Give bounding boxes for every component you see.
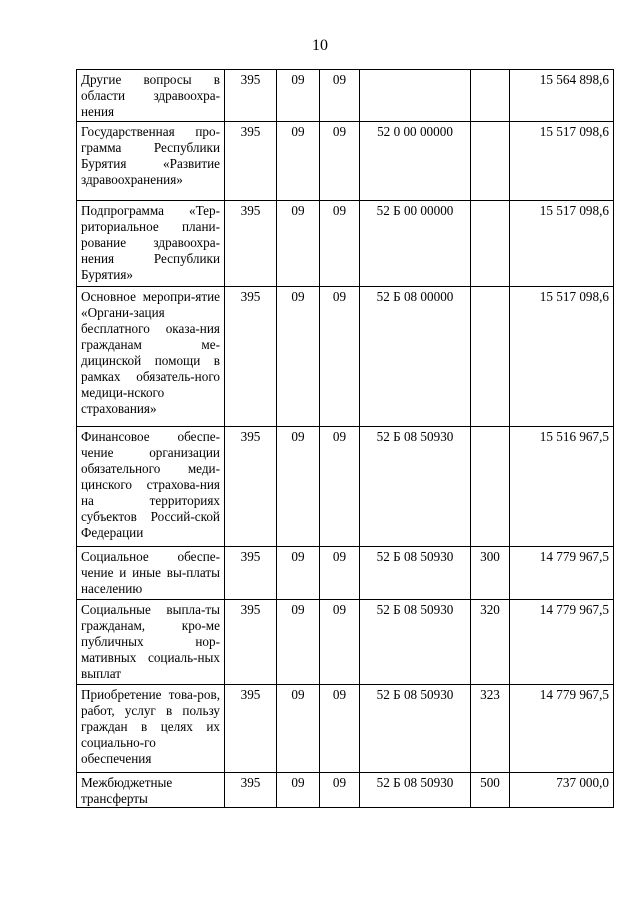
amount-cell: 14 779 967,5 bbox=[510, 685, 614, 773]
subsection-code-cell: 09 bbox=[320, 600, 360, 685]
row-name-cell: Межбюджетные трансферты bbox=[77, 773, 225, 808]
expense-type-cell bbox=[471, 122, 510, 201]
section-code-cell: 09 bbox=[277, 201, 320, 287]
expense-type-cell: 323 bbox=[471, 685, 510, 773]
table-row bbox=[77, 685, 614, 773]
table-row bbox=[77, 773, 614, 808]
grbs-code-cell: 395 bbox=[225, 773, 277, 808]
amount-cell: 15 564 898,6 bbox=[510, 70, 614, 122]
subsection-code-cell: 09 bbox=[320, 427, 360, 547]
grbs-code-cell: 395 bbox=[225, 685, 277, 773]
grbs-code-cell: 395 bbox=[225, 547, 277, 600]
grbs-code-cell: 395 bbox=[225, 287, 277, 427]
subsection-code-cell: 09 bbox=[320, 773, 360, 808]
amount-cell: 15 517 098,6 bbox=[510, 287, 614, 427]
target-article-cell bbox=[360, 70, 471, 122]
grbs-code-cell: 395 bbox=[225, 427, 277, 547]
target-article-cell: 52 Б 08 50930 bbox=[360, 547, 471, 600]
section-code-cell: 09 bbox=[277, 773, 320, 808]
table-row bbox=[77, 547, 614, 600]
section-code-cell: 09 bbox=[277, 685, 320, 773]
amount-cell: 14 779 967,5 bbox=[510, 600, 614, 685]
row-name-cell: Социальное обеспе-чение и иные вы-платы населению bbox=[77, 547, 225, 600]
row-name-cell: Государственная про-грамма Республики Бурятия «Развитие здравоохранения» bbox=[77, 122, 225, 201]
amount-cell: 14 779 967,5 bbox=[510, 547, 614, 600]
subsection-code-cell: 09 bbox=[320, 685, 360, 773]
grbs-code-cell: 395 bbox=[225, 70, 277, 122]
subsection-code-cell: 09 bbox=[320, 201, 360, 287]
row-name-cell: Подпрограмма «Тер-риториальное плани-рование здравоохра-нения Республики Бурятия» bbox=[77, 201, 225, 287]
amount-cell: 737 000,0 bbox=[510, 773, 614, 808]
row-name-cell: Другие вопросы в области здравоохра-нения bbox=[77, 70, 225, 122]
section-code-cell: 09 bbox=[277, 600, 320, 685]
subsection-code-cell: 09 bbox=[320, 547, 360, 600]
row-name-cell: Социальные выпла-ты гражданам, кро-ме публичных нор-мативных социаль-ных выплат bbox=[77, 600, 225, 685]
subsection-code-cell: 09 bbox=[320, 287, 360, 427]
table-row bbox=[77, 427, 614, 547]
section-code-cell: 09 bbox=[277, 427, 320, 547]
section-code-cell: 09 bbox=[277, 547, 320, 600]
grbs-code-cell: 395 bbox=[225, 600, 277, 685]
grbs-code-cell: 395 bbox=[225, 122, 277, 201]
table-row bbox=[77, 201, 614, 287]
table-row bbox=[77, 600, 614, 685]
table-row bbox=[77, 287, 614, 427]
target-article-cell: 52 0 00 00000 bbox=[360, 122, 471, 201]
target-article-cell: 52 Б 08 50930 bbox=[360, 600, 471, 685]
row-name-cell: Финансовое обеспе-чение организации обязательного меди-цинского страхова-ния на территориях субъектов Россий-ской Федерации bbox=[77, 427, 225, 547]
amount-cell: 15 516 967,5 bbox=[510, 427, 614, 547]
expense-type-cell: 320 bbox=[471, 600, 510, 685]
table-row bbox=[77, 70, 614, 122]
row-name-cell: Основное меропри-ятие «Органи-зация бесплатного оказа-ния гражданам ме-дицинской помощи в рамках обязатель-ного медици-нского страхования» bbox=[77, 287, 225, 427]
amount-cell: 15 517 098,6 bbox=[510, 201, 614, 287]
page-number: 10 bbox=[312, 37, 328, 54]
section-code-cell: 09 bbox=[277, 122, 320, 201]
target-article-cell: 52 Б 00 00000 bbox=[360, 201, 471, 287]
target-article-cell: 52 Б 08 50930 bbox=[360, 427, 471, 547]
section-code-cell: 09 bbox=[277, 287, 320, 427]
expense-type-cell: 500 bbox=[471, 773, 510, 808]
expense-type-cell bbox=[471, 70, 510, 122]
expense-type-cell bbox=[471, 287, 510, 427]
target-article-cell: 52 Б 08 50930 bbox=[360, 685, 471, 773]
expense-type-cell: 300 bbox=[471, 547, 510, 600]
target-article-cell: 52 Б 08 00000 bbox=[360, 287, 471, 427]
expense-type-cell bbox=[471, 427, 510, 547]
subsection-code-cell: 09 bbox=[320, 70, 360, 122]
target-article-cell: 52 Б 08 50930 bbox=[360, 773, 471, 808]
grbs-code-cell: 395 bbox=[225, 201, 277, 287]
table-row bbox=[77, 122, 614, 201]
amount-cell: 15 517 098,6 bbox=[510, 122, 614, 201]
budget-table bbox=[76, 69, 614, 808]
subsection-code-cell: 09 bbox=[320, 122, 360, 201]
expense-type-cell bbox=[471, 201, 510, 287]
row-name-cell: Приобретение това-ров, работ, услуг в пользу граждан в целях их социально-го обеспечения bbox=[77, 685, 225, 773]
section-code-cell: 09 bbox=[277, 70, 320, 122]
